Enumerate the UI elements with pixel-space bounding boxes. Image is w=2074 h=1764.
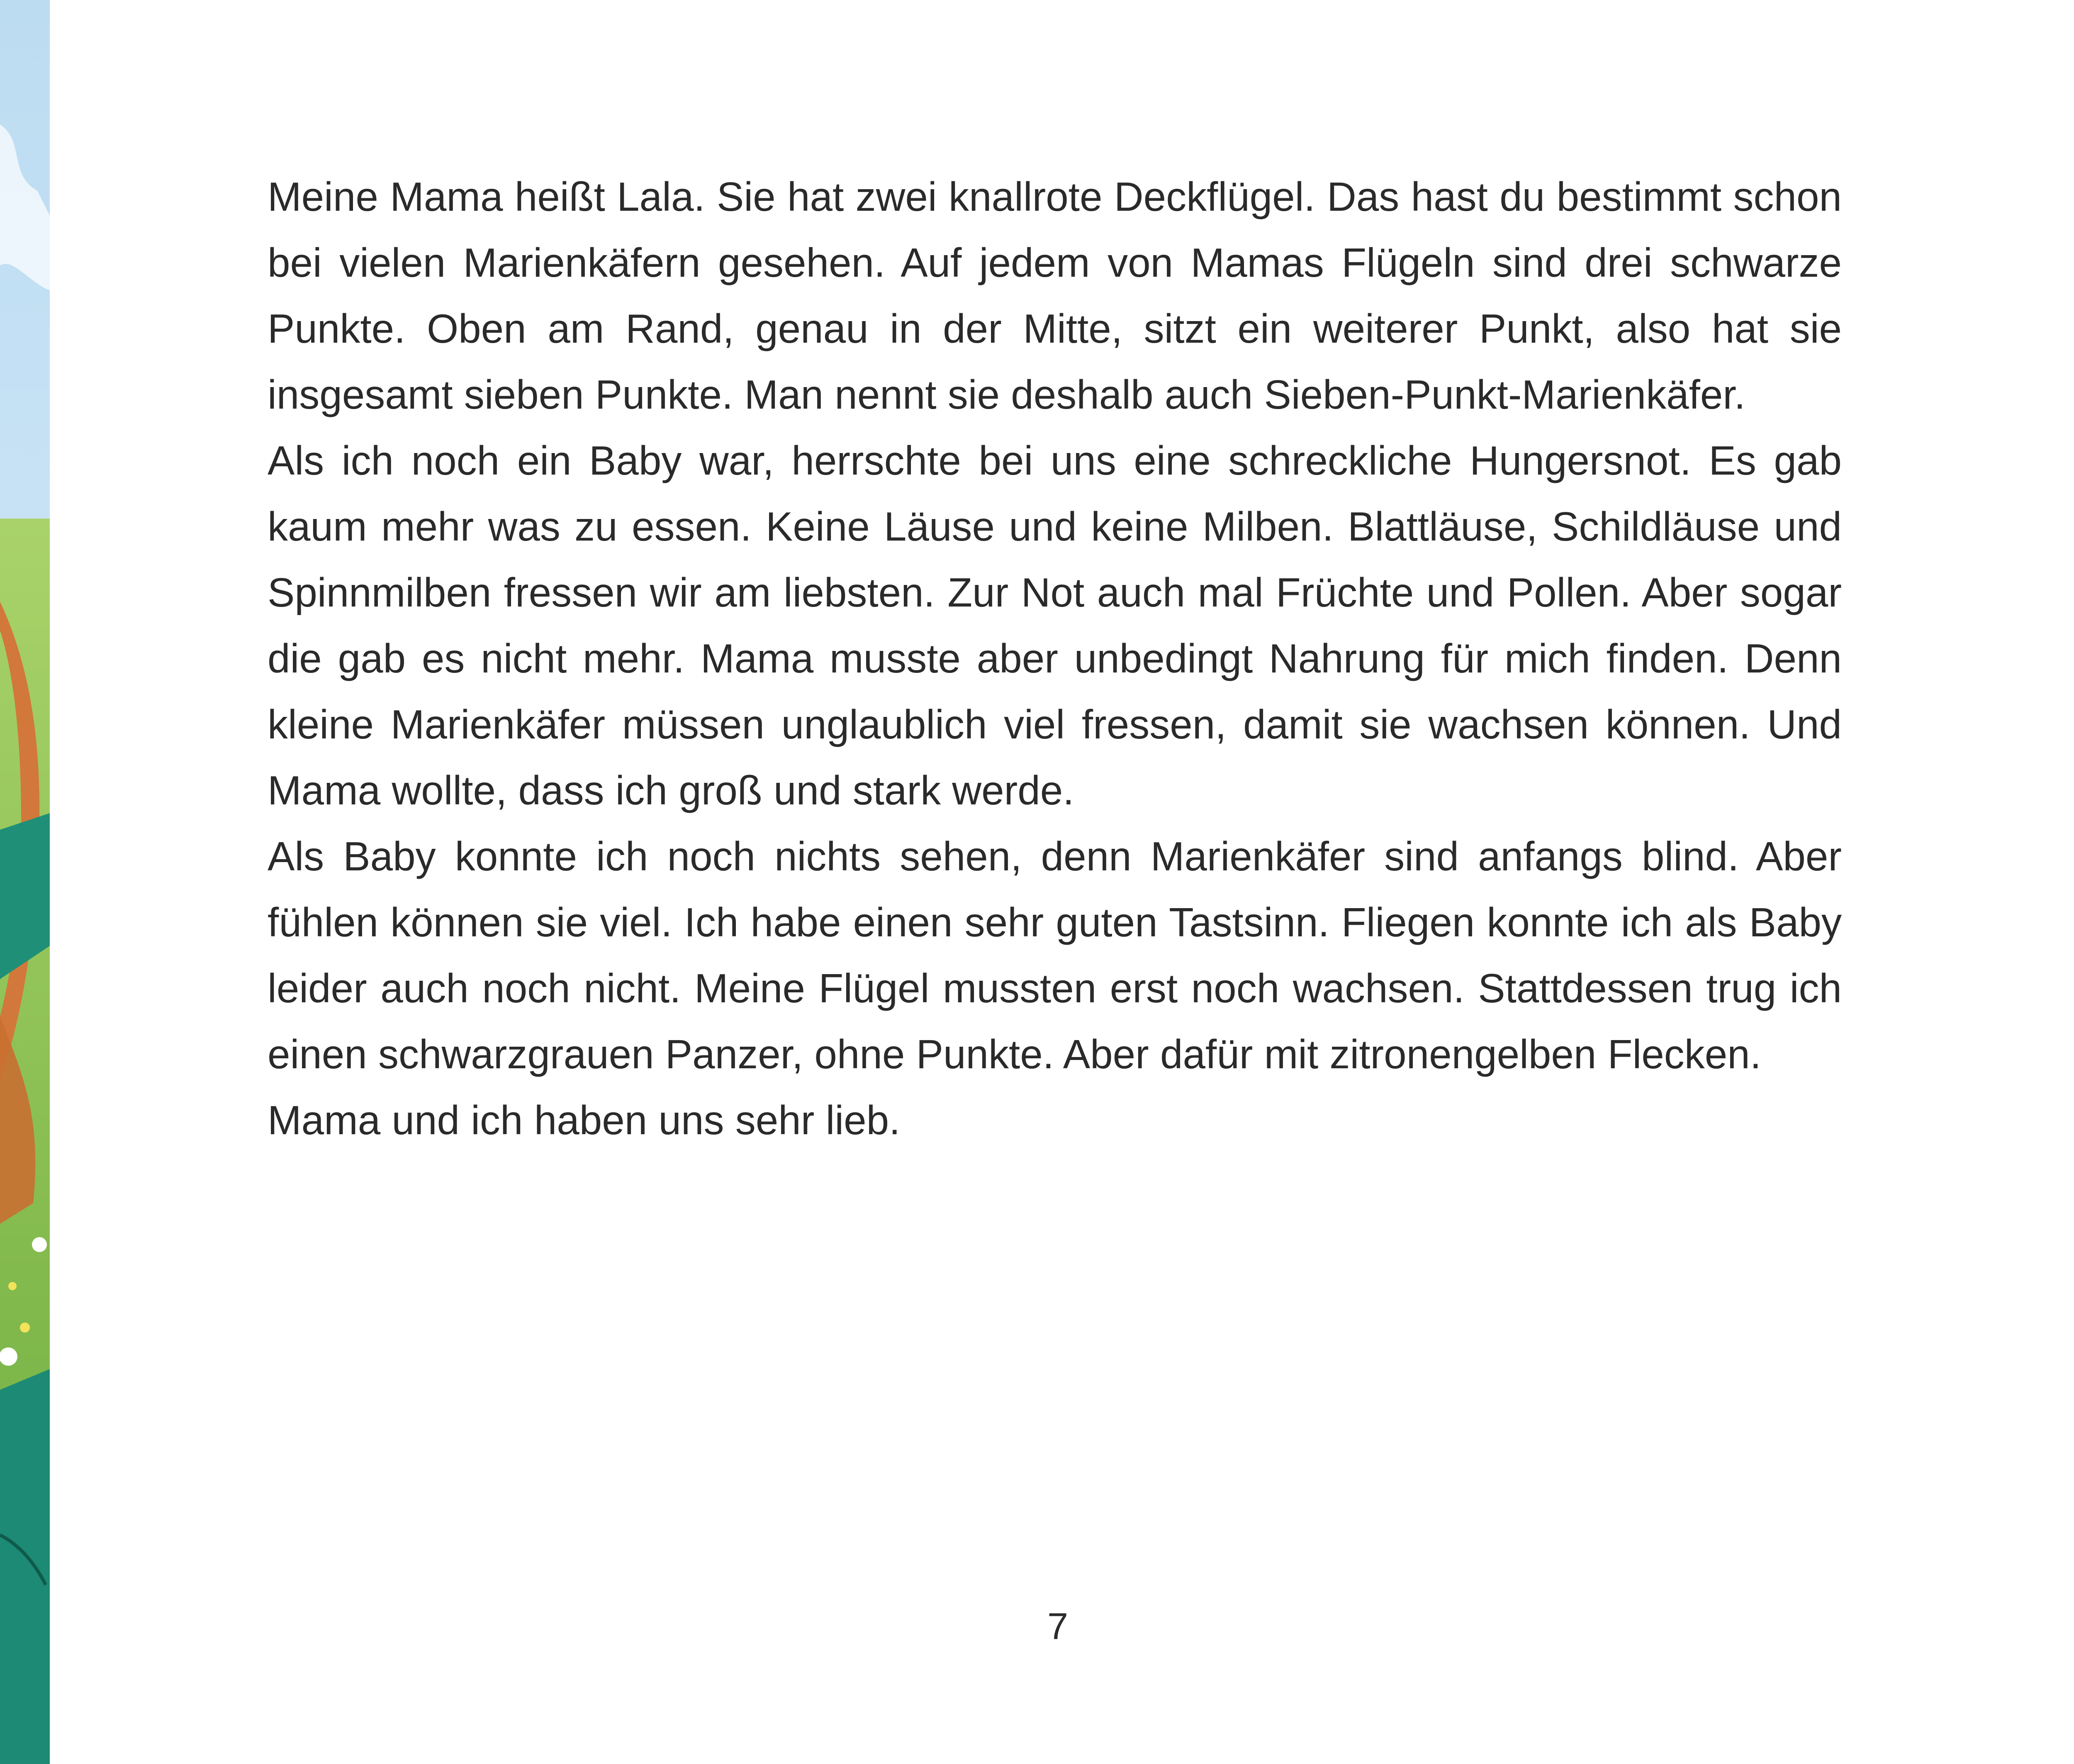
- paragraph: Mama und ich haben uns sehr lieb.: [268, 1097, 901, 1143]
- paragraph: Als Baby konnte ich noch nichts sehen, denn Marienkäfer sind anfangs blind. Aber fühlen können sie viel. Ich habe einen sehr guten Tastsinn. Fliegen konnte ich als Baby leider auch noch nicht. Meine Flügel mussten erst noch wachsen. Stattdessen trug ich einen schwarzgrauen Panzer, ohne Punkte. Aber dafür mit zitronengelben Flecken.: [268, 833, 1842, 1077]
- story-text: [268, 164, 1842, 1153]
- flower-icon: [20, 1323, 30, 1333]
- illustration-edge: [0, 0, 50, 1764]
- flower-icon: [8, 1282, 17, 1290]
- flower-icon: [0, 1347, 17, 1366]
- flower-icon: [32, 1237, 47, 1252]
- meadow-illustration: [0, 0, 50, 1764]
- teal-foreground: [0, 1369, 50, 1764]
- page-number: 7: [1047, 1606, 1069, 1647]
- paragraph: Meine Mama heißt Lala. Sie hat zwei knallrote Deckflügel. Das hast du bestimmt schon bei vielen Marienkäfern gesehen. Auf jedem von Mamas Flügeln sind drei schwarze Punkte. Oben am Rand, genau in der Mitte, sitzt ein weiterer Punkt, also hat sie insgesamt sieben Punkte. Man nennt sie deshalb auch Sieben-Punkt-Marienkäfer.: [268, 174, 1842, 417]
- paragraph: Als ich noch ein Baby war, herrschte bei uns eine schreckliche Hungersnot. Es gab kaum mehr was zu essen. Keine Läuse und keine Milben. Blattläuse, Schildläuse und Spinnmilben fressen wir am liebsten. Zur Not auch mal Früchte und Pollen. Aber sogar die gab es nicht mehr. Mama musste aber unbedingt Nahrung für mich finden. Denn kleine Marienkäfer müssen unglaublich viel fressen, damit sie wachsen können. Und Mama wollte, dass ich groß und stark werde.: [268, 438, 1842, 813]
